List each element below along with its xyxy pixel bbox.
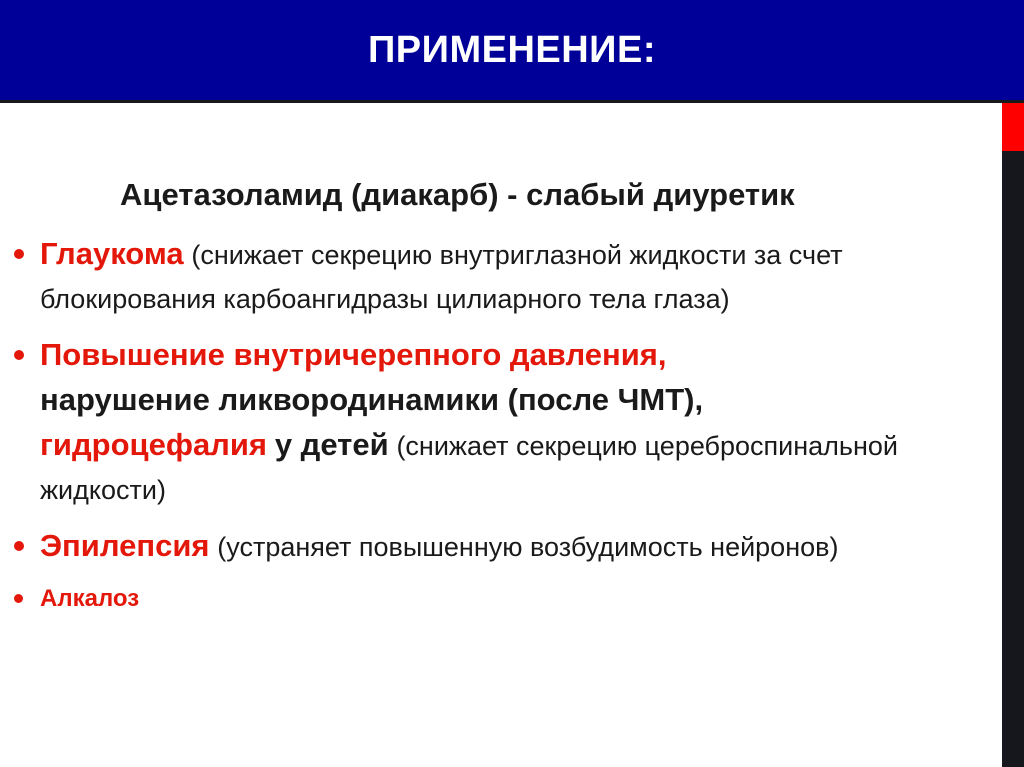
bullet-list — [10, 232, 995, 629]
slide-subtitle: Ацетазоламид (диакарб) - слабый диуретик — [120, 177, 795, 212]
bullet-term: Глаукома — [40, 236, 184, 271]
bullet-dot-icon — [14, 249, 24, 259]
bullet-glaucoma — [10, 232, 995, 321]
bullet-term: Повышение внутричерепного давления, — [40, 337, 667, 372]
bullet-note: (снижает секрецию цереброспинальной жидкости) — [40, 431, 899, 505]
right-accent-red — [1002, 103, 1024, 151]
bullet-epilepsy — [10, 524, 995, 569]
bullet-text-secondary: у детей — [274, 427, 389, 462]
bullet-intracranial-pressure — [10, 333, 995, 512]
header-divider — [0, 100, 1024, 103]
bullet-term: Алкалоз — [40, 585, 140, 612]
bullet-dot-icon — [14, 594, 23, 603]
slide-title: ПРИМЕНЕНИЕ: — [367, 28, 656, 71]
bullet-dot-icon — [14, 350, 24, 360]
right-accent-dark — [1002, 151, 1024, 767]
bullet-dot-icon — [14, 541, 24, 551]
bullet-note: (снижает секрецию внутриглазной жидкости за счет блокирования карбоангидразы цилиарного тела глаза) — [40, 240, 843, 314]
bullet-text: нарушение ликвородинамики (после ЧМТ), — [40, 382, 704, 417]
bullet-term-secondary: гидроцефалия — [40, 427, 268, 462]
bullet-term: Эпилепсия — [40, 528, 210, 563]
bullet-alkalosis — [10, 581, 995, 617]
bullet-note: (устраняет повышенную возбудимость нейронов) — [217, 532, 839, 562]
